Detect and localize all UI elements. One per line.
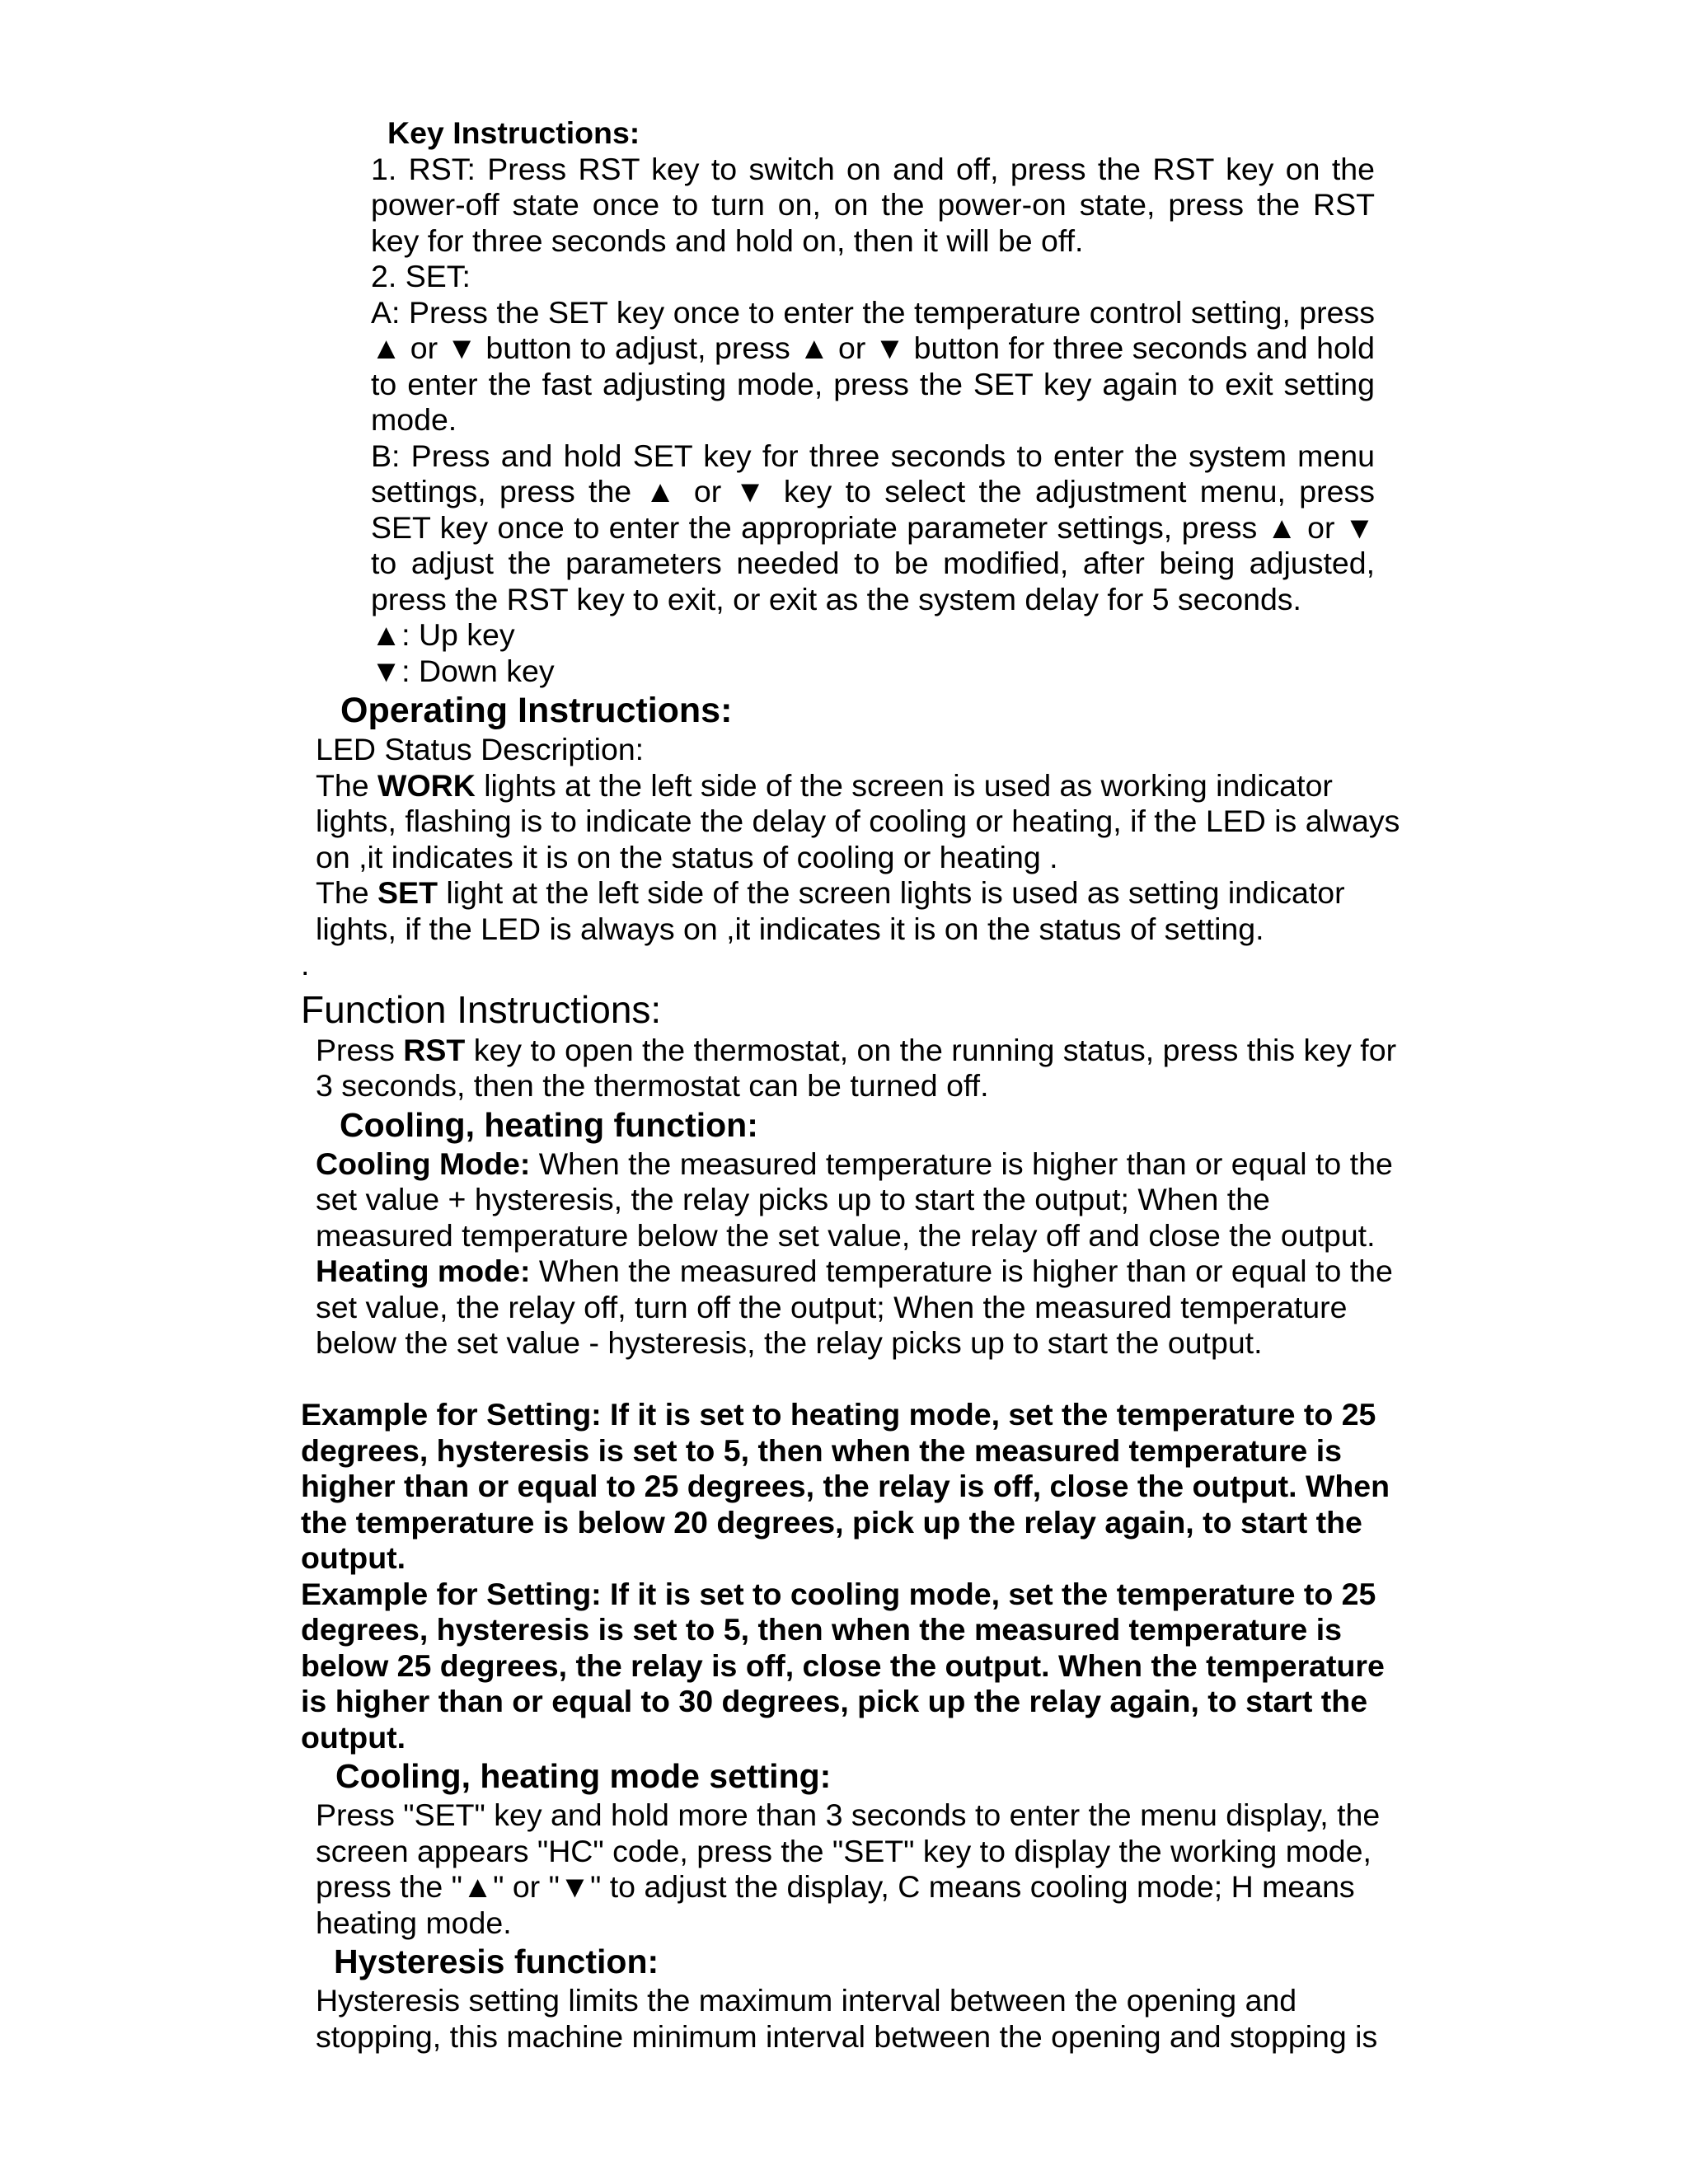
cooling-setting-example: Example for Setting: If it is set to cooling mode, set the temperature to 25 degrees, hysteresis is set to 5, then when the measured temperature is below 25 degrees, the relay is off, close the output. When the temperature is higher than or equal to 30 degrees, pick up the relay again, to start the output. [301, 1576, 1385, 1755]
hysteresis-function-heading: Hysteresis function: [334, 1943, 659, 1980]
set-light-text: light at the left side of the screen lights is used as setting indicator lights, if the LED is always on ,it indicates it is on the status of setting. [316, 875, 1345, 946]
heating-mode-text: When the measured temperature is higher than or equal to the set value, the relay off, turn off the output; When the measured temperature below the set value - hysteresis, the relay picks up to start the output. [316, 1254, 1393, 1360]
work-light-label: WORK [377, 767, 476, 803]
main-instructions [301, 689, 1409, 2055]
set-key-instruction-b: B: Press and hold SET key for three seconds to enter the system menu settings, press the ▲ or ▼ key to select the adjustment menu, press SET key once to enter the appropriate parameter settings, press ▲ or ▼ to adjust the parameters needed to be modified, after being adjusted, press the RST key to exit, or exit as the system delay for 5 seconds. [371, 438, 1375, 616]
led-status-title: LED Status Description: [316, 732, 645, 766]
operating-instructions-heading: Operating Instructions: [340, 691, 733, 730]
hysteresis-description: Hysteresis setting limits the maximum interval between the opening and stopping, this machine minimum interval between the opening and stopping is [316, 1983, 1378, 2054]
function-instructions-heading: Function Instructions: [301, 987, 662, 1031]
mode-setting-description: Press "SET" key and hold more than 3 seconds to enter the menu display, the screen appears "HC" code, press the "SET" key to display the working mode, press the "▲" or "▼" to adjust the display, C means cooling mode; H means heating mode. [316, 1797, 1381, 1940]
up-key-description: ▲: Up key [371, 617, 515, 652]
down-key-description: ▼: Down key [371, 653, 555, 688]
set-key-instruction-a: A: Press the SET key once to enter the temperature control setting, press ▲ or ▼ button to adjust, press ▲ or ▼ button for three seconds and hold to enter the fast adjusting mode, press the SET key again to exit setting mode. [371, 294, 1375, 437]
cooling-mode-description [301, 1146, 1409, 1254]
set-key-label: 2. SET: [371, 259, 471, 293]
rst-function-text-pre: Press [316, 1032, 404, 1067]
spacer [301, 1361, 1409, 1398]
rst-function-description [301, 1033, 1409, 1104]
set-light-text-pre: The [316, 875, 378, 910]
key-instructions-heading: Key Instructions: [387, 115, 640, 150]
cooling-mode-text: When the measured temperature is higher than or equal to the set value + hysteresis, the relay picks up to start the output; When the measured temperature below the set value, the relay off and close the output. [316, 1146, 1393, 1253]
work-light-text-pre: The [316, 767, 378, 803]
work-light-text: lights at the left side of the screen is used as working indicator lights, flashing is to indicate the delay of cooling or heating, if the LED is always on ,it indicates it is on the status of cooling or heating . [316, 767, 1400, 874]
rst-function-text: key to open the thermostat, on the running status, press this key for 3 seconds, then the thermostat can be turned off. [316, 1032, 1397, 1103]
set-light-label: SET [377, 875, 438, 910]
set-light-description [301, 875, 1409, 947]
cooling-heating-function-heading: Cooling, heating function: [340, 1105, 758, 1144]
cooling-mode-label: Cooling Mode: [316, 1146, 531, 1181]
heating-mode-label: Heating mode: [316, 1254, 531, 1288]
key-instructions-section [354, 115, 1375, 689]
stray-period: . [301, 947, 310, 982]
mode-setting-heading: Cooling, heating mode setting: [335, 1757, 832, 1795]
heating-setting-example: Example for Setting: If it is set to heating mode, set the temperature to 25 degrees, hysteresis is set to 5, then when the measured temperature is higher than or equal to 25 degrees, the relay is off, close the output. When the temperature is below 20 degrees, pick up the relay again, to start the output. [301, 1397, 1390, 1575]
rst-key-instruction: 1. RST: Press RST key to switch on and off, press the RST key on the power-off state once to turn on, on the power-on state, press the RST key for three seconds and hold on, then it will be off. [371, 151, 1375, 258]
work-light-description [301, 768, 1409, 876]
rst-function-label: RST [403, 1032, 466, 1067]
heating-mode-description [301, 1254, 1409, 1361]
